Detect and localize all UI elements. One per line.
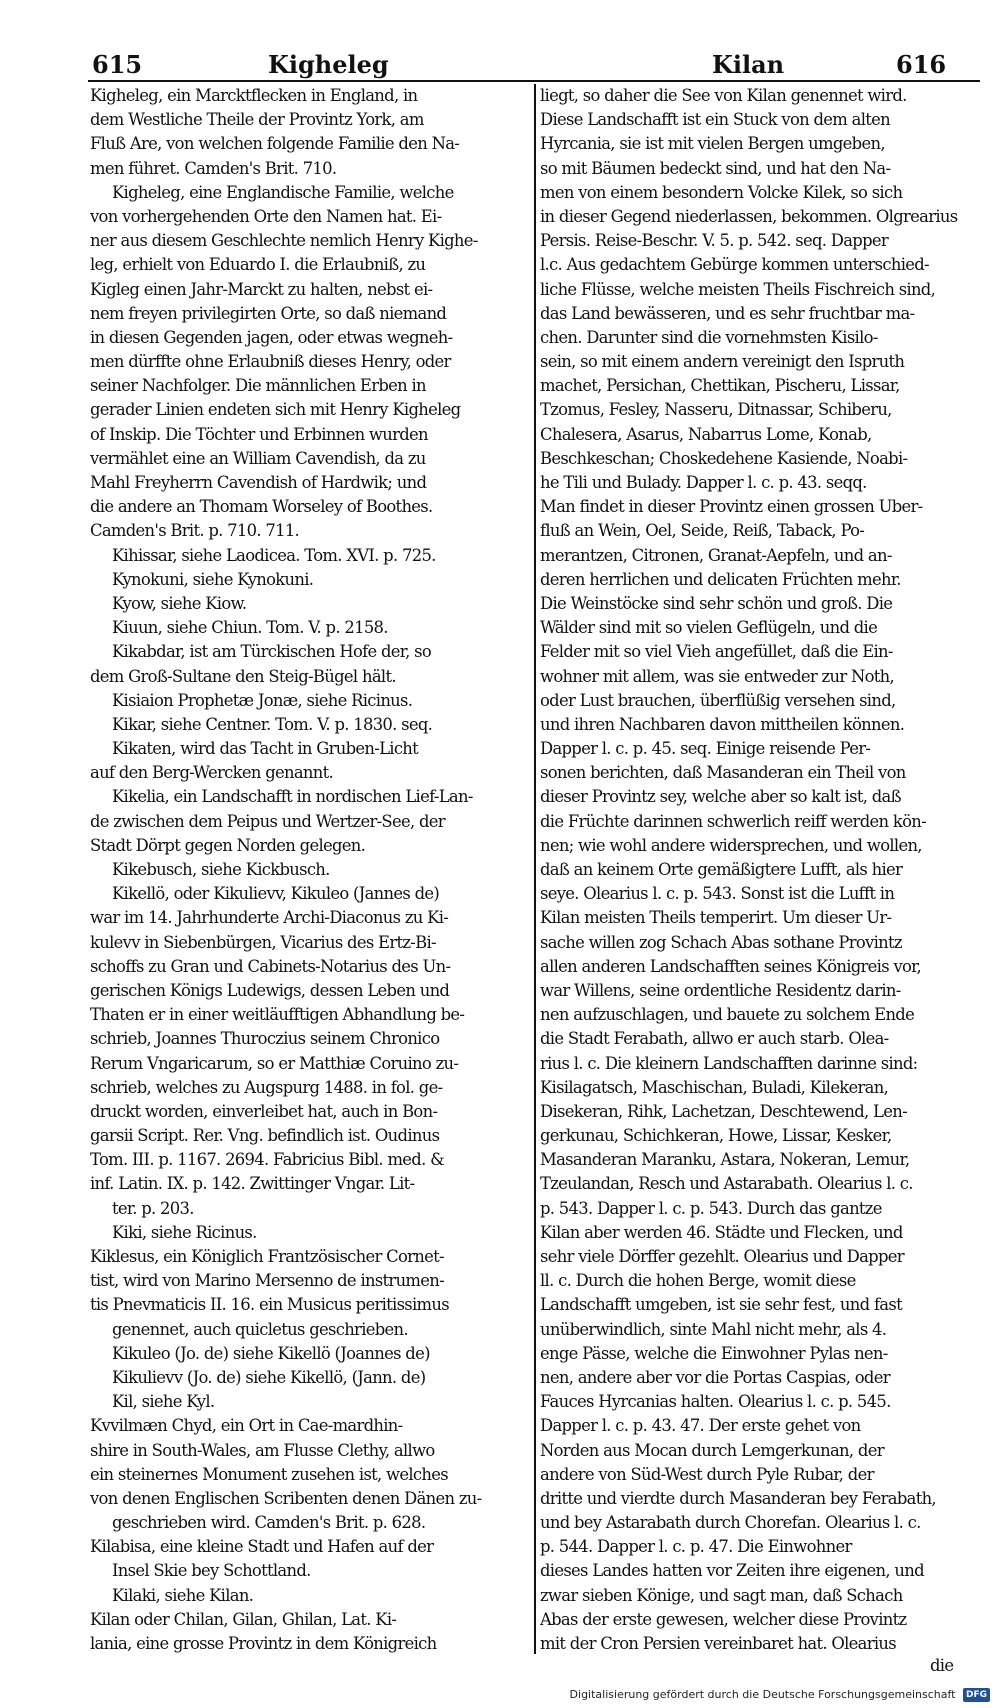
text-line: Kikar, siehe Centner. Tom. V. p. 1830. seq. — [112, 714, 433, 734]
text-line: dritte und vierdte durch Masanderan bey Ferabath, — [540, 1488, 936, 1508]
text-line: Kilan aber werden 46. Städte und Flecken, und — [540, 1222, 903, 1242]
text-column-right — [540, 84, 982, 1658]
catchword: die — [930, 1656, 954, 1675]
text-line: Kisiaion Prophetæ Jonæ, siehe Ricinus. — [112, 690, 413, 710]
text-line: p. 543. Dapper l. c. p. 543. Durch das gantze — [540, 1198, 882, 1218]
text-line: liche Flüsse, welche meisten Theils Fischreich sind, — [540, 279, 936, 299]
text-line: liegt, so daher die See von Kilan genennet wird. — [540, 86, 907, 105]
column-divider — [534, 84, 536, 1654]
text-line: Kikaten, wird das Tacht in Gruben-Licht — [112, 739, 419, 759]
text-line: Kiklesus, ein Königlich Frantzösischer Cornet- — [90, 1247, 444, 1266]
text-line: seye. Olearius l. c. p. 543. Sonst ist die Lufft in — [540, 884, 895, 904]
text-line: he Tili und Bulady. Dapper l. c. p. 43. seqq. — [540, 473, 867, 492]
text-line: dieser Provintz sey, welche aber so kalt ist, daß — [540, 787, 901, 807]
text-line: Mahl Freyherrn Cavendish of Hardwik; und — [90, 473, 427, 492]
text-line: nem freyen privilegirten Orte, so daß niemand — [90, 303, 447, 323]
text-line: Kikellö, oder Kikulievv, Kikuleo (Jannes de) — [112, 884, 440, 904]
text-line: men von einem besondern Volcke Kilek, so sich — [540, 182, 903, 202]
page-number-right: 616 — [896, 50, 947, 79]
text-line: tist, wird von Marino Mersenno de instrumen- — [90, 1271, 444, 1291]
text-line: gerader Linien endeten sich mit Henry Kigheleg — [90, 400, 461, 420]
text-line: Kilabisa, eine kleine Stadt und Hafen auf der — [90, 1537, 434, 1557]
text-line: mit der Cron Persien vereinbaret hat. Olearius — [540, 1634, 896, 1653]
text-line: so mit Bäumen bedeckt sind, und hat den Na- — [540, 158, 891, 178]
text-line: tis Pnevmaticis II. 16. ein Musicus peritissimus — [90, 1295, 449, 1315]
text-column-left — [90, 84, 532, 1658]
page-number-left: 615 — [92, 50, 143, 79]
text-line: andere von Süd-West durch Pyle Rubar, der — [540, 1464, 874, 1484]
text-line: gerkunau, Schichkeran, Howe, Lissar, Kesker, — [540, 1126, 892, 1146]
text-line: shire in South-Wales, am Flusse Clethy, allwo — [90, 1440, 435, 1460]
text-line: allen anderen Landschafften seines Königreis vor, — [540, 956, 922, 976]
text-line: Kigheleg, ein Marcktflecken in England, in — [90, 86, 418, 105]
text-line: und bey Astarabath durch Chorefan. Olearius l. c. — [540, 1513, 921, 1533]
text-line: in dieser Gegend niederlassen, bekommen. Olgrearius — [540, 206, 958, 226]
text-line: das Land bewässeren, und es sehr fruchtbar ma- — [540, 303, 915, 323]
header-rule — [88, 80, 980, 82]
text-line: genennet, auch quicletus geschrieben. — [112, 1319, 408, 1339]
text-line: Kikuleo (Jo. de) siehe Kikellö (Joannes de) — [112, 1343, 430, 1363]
text-line: leg, erhielt von Eduardo I. die Erlaubniß, zu — [90, 255, 426, 275]
text-line: nen, andere aber vor die Portas Caspias, oder — [540, 1367, 890, 1387]
text-line: Kyow, siehe Kiow. — [112, 593, 247, 613]
text-line: und ihren Nachbaren davon mittheilen können. — [540, 714, 905, 734]
text-line: merantzen, Citronen, Granat-Aepfeln, und an- — [540, 545, 892, 565]
text-line: ein steinernes Monument zusehen ist, welches — [90, 1464, 448, 1484]
text-line: Fauces Hyrcanias halten. Olearius l. c. p. 545. — [540, 1392, 891, 1412]
text-line: war im 14. Jahrhunderte Archi-Diaconus zu Ki- — [90, 908, 449, 928]
text-line: geschrieben wird. Camden's Brit. p. 628. — [112, 1513, 426, 1533]
text-line: nen; wie wohl andere widersprechen, und wollen, — [540, 835, 922, 855]
text-line: schrieb, Joannes Thuroczius seinem Chronico — [90, 1029, 440, 1049]
text-line: Kiuun, siehe Chiun. Tom. V. p. 2158. — [112, 618, 388, 638]
text-line: sonen berichten, daß Masanderan ein Theil von — [540, 763, 906, 783]
text-line: Kilan meisten Theils temperirt. Um dieser Ur- — [540, 908, 892, 928]
footer-text: Digitalisierung gefördert durch die Deutsche Forschungsgemeinschaft — [569, 1688, 956, 1701]
text-line: of Inskip. Die Töchter und Erbinnen wurden — [90, 424, 428, 444]
text-line: Kynokuni, siehe Kynokuni. — [112, 569, 314, 589]
text-line — [540, 1656, 982, 1658]
text-line: dieses Landes hatten vor Zeiten ihre eigenen, und — [540, 1561, 924, 1581]
text-line: unüberwindlich, sinte Mahl nicht mehr, als 4. — [540, 1319, 887, 1339]
text-line: Kigleg einen Jahr-Marckt zu halten, nebst ei- — [90, 279, 433, 299]
text-line: Kikelia, ein Landschafft in nordischen Lief-Lan- — [112, 787, 473, 807]
text-line: Kikebusch, siehe Kickbusch. — [112, 860, 330, 879]
text-line: zwar sieben Könige, und sagt man, daß Schach — [540, 1585, 903, 1605]
text-line: Landschafft umgeben, ist sie sehr fest, und fast — [540, 1295, 902, 1315]
text-line: sache willen zog Schach Abas sothane Provintz — [540, 932, 902, 952]
text-line: machet, Persichan, Chettikan, Pischeru, Lissar, — [540, 376, 900, 396]
text-line: Rerum Vngaricarum, so er Matthiæ Coruino zu- — [90, 1053, 459, 1073]
text-line: ll. c. Durch die hohen Berge, womit diese — [540, 1271, 856, 1291]
text-line: Camden's Brit. p. 710. 711. — [90, 521, 300, 541]
text-line: deren herrlichen und delicaten Früchten mehr. — [540, 569, 901, 589]
text-line: p. 544. Dapper l. c. p. 47. Die Einwohner — [540, 1537, 852, 1557]
text-line: enge Pässe, welche die Einwohner Pylas nen- — [540, 1343, 888, 1363]
text-line: Dapper l. c. p. 43. 47. Der erste gehet von — [540, 1416, 861, 1436]
text-line: Dapper l. c. p. 45. seq. Einige reisende Per- — [540, 739, 871, 759]
text-line: inf. Latin. IX. p. 142. Zwittinger Vngar. Lit- — [90, 1174, 415, 1194]
text-line — [90, 1656, 532, 1658]
text-line: Kilan oder Chilan, Gilan, Ghilan, Lat. Ki- — [90, 1609, 397, 1629]
text-line: Abas der erste gewesen, welcher diese Provintz — [540, 1609, 907, 1629]
text-line: druckt worden, einverleibet hat, auch in Bon- — [90, 1101, 438, 1121]
text-line: Masanderan Maranku, Astara, Nokeran, Lemur, — [540, 1150, 910, 1170]
text-line: von vorhergehenden Orte den Namen hat. Ei- — [90, 206, 442, 226]
text-line: rius l. c. Die kleinern Landschafften darinne sind: — [540, 1053, 918, 1073]
text-line: schrieb, welches zu Augspurg 1488. in fol. ge- — [90, 1077, 443, 1097]
text-line: oder Lust brauchen, überflüßig versehen sind, — [540, 690, 896, 710]
text-line: nen aufzuschlagen, und bauete zu solchem Ende — [540, 1005, 915, 1025]
text-line: Die Weinstöcke sind sehr schön und groß. Die — [540, 593, 893, 613]
text-line: men führet. Camden's Brit. 710. — [90, 158, 337, 178]
text-line: Kisilagatsch, Maschischan, Buladi, Kilekeran, — [540, 1077, 889, 1097]
text-line: Beschkeschan; Choskedehene Kasiende, Noabi- — [540, 448, 908, 468]
text-line: Kiki, siehe Ricinus. — [112, 1222, 257, 1242]
text-line: garsii Script. Rer. Vng. befindlich ist. Oudinus — [90, 1126, 440, 1146]
text-line: Wälder sind mit so vielen Geflügeln, und die — [540, 618, 878, 638]
text-line: Felder mit so viel Vieh angefüllet, daß die Ein- — [540, 642, 893, 662]
text-line: daß an keinem Orte gemäßigtere Lufft, als hier — [540, 860, 903, 879]
text-line: Chalesera, Asarus, Nabarrus Lome, Konab, — [540, 424, 872, 444]
running-head-right: Kilan — [712, 50, 785, 79]
text-line: Disekeran, Rihk, Lachetzan, Deschtewend, Len- — [540, 1101, 907, 1121]
text-line: dem Groß-Sultane den Steig-Bügel hält. — [90, 666, 396, 686]
text-line: Hyrcania, sie ist mit vielen Bergen umgeben, — [540, 134, 885, 154]
text-line: Kigheleg, eine Englandische Familie, welche — [112, 182, 454, 202]
text-line: sehr viele Dörffer gezehlt. Olearius und Dapper — [540, 1247, 904, 1266]
text-line: ter. p. 203. — [112, 1198, 194, 1218]
text-line: von denen Englischen Scribenten denen Dänen zu- — [90, 1488, 482, 1508]
text-line: Kil, siehe Kyl. — [112, 1392, 215, 1412]
text-line: kulevv in Siebenbürgen, Vicarius des Ertz-Bi- — [90, 932, 436, 952]
text-line: Kihissar, siehe Laodicea. Tom. XVI. p. 725. — [112, 545, 436, 565]
text-line: l.c. Aus gedachtem Gebürge kommen unterschied- — [540, 255, 929, 275]
text-line: Man findet in dieser Provintz einen grossen Uber- — [540, 497, 923, 517]
text-line: de zwischen dem Peipus und Wertzer-See, der — [90, 811, 445, 831]
text-line: Norden aus Mocan durch Lemgerkunan, der — [540, 1440, 884, 1460]
text-line: Thaten er in einer weitläufftigen Abhandlung be- — [90, 1005, 465, 1025]
text-line: dem Westliche Theile der Provintz York, am — [90, 110, 424, 130]
text-line: auf den Berg-Wercken genannt. — [90, 763, 334, 783]
text-line: Diese Landschafft ist ein Stuck von dem alten — [540, 110, 891, 130]
text-line: in diesen Gegenden jagen, oder etwas wegneh- — [90, 327, 453, 347]
text-line: Persis. Reise-Beschr. V. 5. p. 542. seq. Dapper — [540, 231, 889, 251]
text-line: Tom. III. p. 1167. 2694. Fabricius Bibl. med. & — [90, 1150, 444, 1170]
dfg-logo: DFG — [963, 1688, 990, 1702]
text-line: gerischen Königs Ludewigs, dessen Leben und — [90, 980, 450, 1000]
text-line: Tzomus, Fesley, Nasseru, Ditnassar, Schiberu, — [540, 400, 892, 420]
text-line: seiner Nachfolger. Die männlichen Erben in — [90, 376, 426, 396]
text-line: Tzeulandan, Resch und Astarabath. Olearius l. c. — [540, 1174, 913, 1194]
text-line: wohner mit allem, was sie entweder zur Noth, — [540, 666, 895, 686]
text-line: men dürffte ohne Erlaubniß dieses Henry, oder — [90, 352, 451, 372]
text-line: vermählet eine an William Cavendish, da zu — [90, 448, 426, 468]
text-line: chen. Darunter sind die vornehmsten Kisilo- — [540, 327, 878, 347]
text-line: sein, so mit einem andern vereinigt den Ispruth — [540, 352, 905, 372]
text-line: lania, eine grosse Provintz in dem Königreich — [90, 1634, 437, 1653]
text-line: Fluß Are, von welchen folgende Familie den Na- — [90, 134, 460, 154]
text-line: die Stadt Ferabath, allwo er auch starb. Olea- — [540, 1029, 889, 1049]
text-line: Insel Skie bey Schottland. — [112, 1561, 311, 1581]
text-line: ner aus diesem Geschlechte nemlich Henry Kighe- — [90, 231, 478, 251]
text-line: Stadt Dörpt gegen Norden gelegen. — [90, 835, 366, 855]
text-line: schoffs zu Gran und Cabinets-Notarius des Un- — [90, 956, 451, 976]
text-line: fluß an Wein, Oel, Seide, Reiß, Taback, Po- — [540, 521, 865, 541]
text-line: die andere an Thomam Worseley of Boothes. — [90, 497, 433, 517]
footer-credit — [480, 1686, 990, 1704]
text-line: war Willens, seine ordentliche Residentz darin- — [540, 980, 901, 1000]
text-line: Kikabdar, ist am Türckischen Hofe der, so — [112, 642, 432, 662]
text-line: die Früchte darinnen schwerlich reiff werden kön- — [540, 811, 926, 831]
running-head-left: Kigheleg — [268, 50, 389, 79]
text-line: Kilaki, siehe Kilan. — [112, 1585, 254, 1605]
text-line: Kvvilmæn Chyd, ein Ort in Cae-mardhin- — [90, 1416, 403, 1436]
text-line: Kikulievv (Jo. de) siehe Kikellö, (Jann. de) — [112, 1367, 426, 1387]
